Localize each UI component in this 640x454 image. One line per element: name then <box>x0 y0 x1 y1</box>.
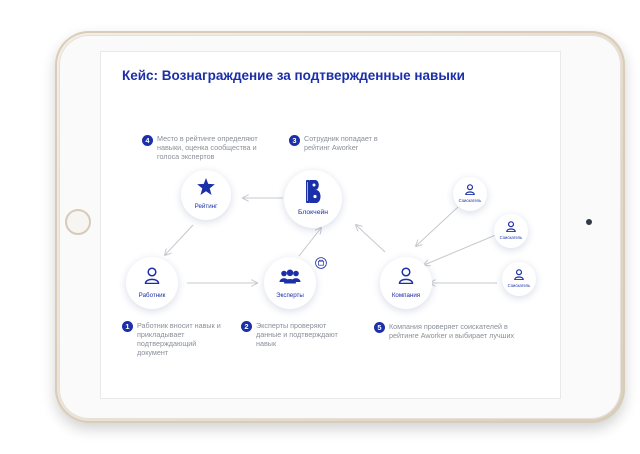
experts-node <box>264 257 316 309</box>
step-4-number: 4 <box>142 135 153 146</box>
applicant-label: Соискатель <box>499 235 523 240</box>
blockchain-logo-icon <box>303 179 323 204</box>
company-node <box>380 257 432 309</box>
applicant-node-3 <box>502 262 536 296</box>
blockchain-label: Блокчейн <box>297 209 329 216</box>
worker-label: Работник <box>138 292 166 299</box>
user-icon <box>514 269 524 280</box>
arrow-experts-to-blockchain <box>299 228 321 256</box>
slide-title: Кейс: Вознаграждение за подтвержденные навыки <box>122 68 465 83</box>
blockchain-node <box>284 170 342 228</box>
document-badge-icon <box>315 257 327 269</box>
applicant-node-1 <box>453 177 487 211</box>
star-icon <box>197 178 215 195</box>
step-3-text: Сотрудник попадает в рейтинг Aworker <box>304 134 378 152</box>
step-4-text: Место в рейтинге определяют навыки, оценка сообщества и голоса экспертов <box>157 134 258 161</box>
company-label: Компания <box>391 292 421 299</box>
step-2-text: Эксперты проверяют данные и подтверждают навык <box>256 321 338 348</box>
rating-node <box>181 170 231 220</box>
applicant-node-2 <box>494 214 528 248</box>
slide-screen <box>101 52 560 398</box>
step-1-number: 1 <box>122 321 133 332</box>
user-icon <box>399 267 414 284</box>
experts-label: Эксперты <box>276 292 304 299</box>
step-3-number: 3 <box>289 135 300 146</box>
user-icon <box>465 184 475 195</box>
rating-label: Рейтинг <box>194 203 218 210</box>
home-button[interactable] <box>65 209 91 235</box>
user-icon <box>145 267 160 284</box>
applicant-label: Соискатель <box>458 198 482 203</box>
worker-node <box>126 257 178 309</box>
arrow-rating-to-worker <box>165 225 193 255</box>
step-5-text: Компания проверяет соискателей в рейтинге Aworker и выбирает лучших <box>389 322 515 340</box>
arrow-applicant1-to-company <box>416 207 458 246</box>
step-5-number: 5 <box>374 322 385 333</box>
user-icon <box>506 221 516 232</box>
arrow-company-to-blockchain <box>356 225 385 252</box>
step-1-text: Работник вносит навык и прикладывает подтверждающий документ <box>137 321 221 357</box>
group-icon <box>279 269 301 284</box>
step-2-number: 2 <box>241 321 252 332</box>
arrow-applicant2-to-company <box>424 234 498 265</box>
applicant-label: Соискатель <box>507 283 531 288</box>
camera-icon <box>586 219 592 225</box>
